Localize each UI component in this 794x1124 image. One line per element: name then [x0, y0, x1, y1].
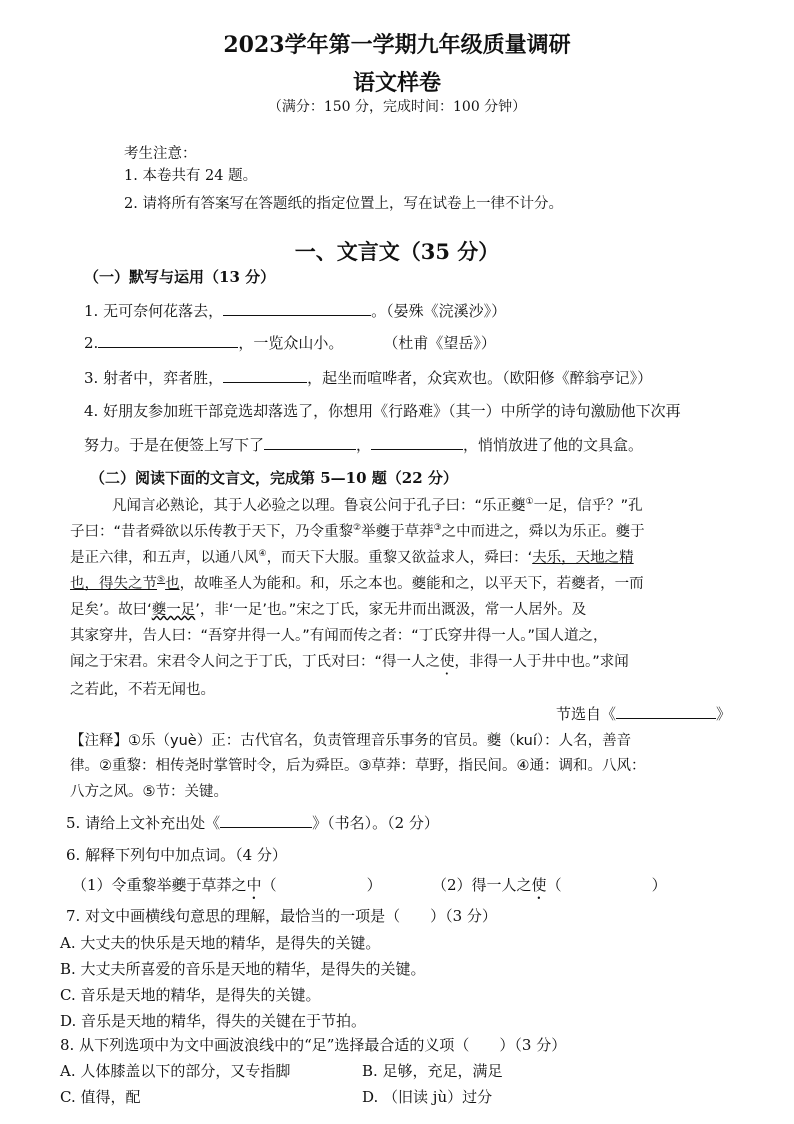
part1-title: （一）默写与运用（13 分）: [84, 268, 276, 286]
note-line: 八方之风。⑤节：关键。: [70, 784, 228, 800]
notice-heading: 考生注意：: [124, 146, 197, 162]
passage-text: 是正六律，和五声，以通八风: [70, 550, 259, 566]
q8-option-a[interactable]: A. 人体膝盖以下的部分，又专指脚: [60, 1062, 291, 1080]
question-2: [84, 332, 496, 353]
question-4-line2: [84, 434, 643, 455]
passage-line: [70, 598, 586, 619]
passage-text: 足矣’。故曰‘: [70, 602, 152, 618]
dotted-word: 使: [440, 654, 455, 670]
question-1: [84, 300, 506, 321]
answer-blank[interactable]: [223, 368, 307, 383]
underlined-sentence: 也，得失之节: [70, 576, 157, 592]
answer-blank[interactable]: [98, 333, 238, 348]
footnote-mark: ⑤: [157, 575, 166, 586]
q5-text: 5. 请给上文补充出处《: [66, 814, 221, 832]
section-title: 一、文言文（35 分）: [294, 239, 500, 264]
page-subtitle: 语文样卷: [352, 70, 441, 96]
q1-text: 1. 无可奈何花落去，: [84, 302, 224, 320]
passage-text: 凡闻言必熟论，其于人必验之以理。鲁哀公问于孔子曰：“乐正夔: [112, 498, 526, 514]
answer-blank[interactable]: [223, 301, 371, 316]
passage-line: [70, 650, 629, 678]
q2-text: ，一览众山小。: [238, 334, 344, 352]
passage-line: 其家穿井，告人曰：“吾穿井得一人。”有闻而传之者：“丁氏穿井得一人。”国人道之，: [70, 628, 608, 644]
passage-text: 闻之于宋君。宋君令人问之于丁氏，丁氏对曰：“得一人之: [70, 654, 441, 670]
footnote-mark: ④: [258, 549, 267, 560]
note-line: 律。②重黎：相传尧时掌管时令，后为舜臣。③草莽：草野，指民间。④通：调和。八风：: [70, 758, 646, 774]
passage-text: 子曰：“昔者舜欲以乐传教于天下，乃令重黎: [70, 524, 354, 540]
passage-text: ，非得一人于井中也。”求闻: [454, 654, 629, 670]
q8-option-b[interactable]: B. 足够，充足，满足: [362, 1062, 503, 1080]
page-title: 2023学年第一学期九年级质量调研: [223, 32, 571, 58]
notice-item: 2. 请将所有答案写在答题纸的指定位置上，写在试卷上一律不计分。: [124, 196, 563, 212]
passage-line: [112, 494, 643, 515]
notice-item: 1. 本卷共有 24 题。: [124, 168, 258, 184]
question-8: 8. 从下列选项中为文中画波浪线中的“足”选择最合适的义项（ ）（3 分）: [60, 1036, 567, 1054]
q6-text: （2）得一人之: [432, 876, 532, 894]
score-info: （满分：150 分，完成时间：100 分钟）: [267, 99, 527, 115]
passage-line: [70, 572, 644, 593]
footnote-mark: ③: [433, 523, 442, 534]
underlined-sentence: 夫乐，天地之精: [532, 550, 634, 566]
q7-option-c[interactable]: C. 音乐是天地的精华，是得失的关键。: [60, 986, 321, 1004]
passage-line: [70, 520, 645, 541]
question-3: [84, 367, 652, 388]
passage-text: 之中而进之，舜以为乐正。夔于: [441, 524, 645, 540]
question-4-line1: 4. 好朋友参加班干部竞选却落选了，你想用《行路难》（其一）中所学的诗句激励他下次再: [84, 402, 681, 420]
question-6: 6. 解释下列句中加点词。（4 分）: [66, 846, 287, 864]
passage-line: [70, 546, 634, 567]
q3-text: 3. 射者中，弈者胜，: [84, 369, 224, 387]
q4-end: ，悄悄放进了他的文具盒。: [463, 436, 644, 454]
q8-option-d[interactable]: D. （旧读 jù）过分: [362, 1088, 493, 1106]
q5-text: 》（书名）。（2 分）: [312, 814, 439, 832]
q3-source: ，起坐而喧哗者，众宾欢也。（欧阳修《醉翁亭记》）: [307, 369, 653, 387]
passage-text: ，故唯圣人为能和。和，乐之本也。夔能和之，以平天下，若夔者，一而: [179, 576, 644, 592]
footnote-mark: ①: [525, 497, 534, 508]
passage-text: 举夔于草莽: [361, 524, 434, 540]
q1-source: 。（晏殊《浣溪沙》）: [371, 302, 507, 320]
passage-line: 之若此，不若无闻也。: [70, 682, 215, 698]
answer-paren[interactable]: （ ）: [261, 876, 382, 894]
q7-option-b[interactable]: B. 大丈夫所喜爱的音乐是天地的精华，是得失的关键。: [60, 960, 426, 978]
q4-text: 努力。于是在便签上写下了: [84, 436, 265, 454]
part2-title: （二）阅读下面的文言文，完成第 5—10 题（22 分）: [90, 469, 458, 487]
q6-text: （1）令重黎举夔于草莽之: [72, 876, 247, 894]
passage-text: 一足，信乎？”孔: [533, 498, 643, 514]
question-6-1: [72, 874, 382, 903]
dotted-word: 中: [246, 876, 262, 894]
answer-blank[interactable]: [371, 435, 463, 450]
q8-option-c[interactable]: C. 值得，配: [60, 1088, 141, 1106]
passage-source: [556, 703, 731, 724]
note-line: 【注释】①乐（yuè）正：古代官名，负责管理音乐事务的官员。夔（kuí）：人名，善音: [70, 733, 632, 749]
wavy-underlined-phrase: 夔一足: [151, 602, 196, 618]
source-text: 节选自《: [556, 705, 617, 723]
q7-option-d[interactable]: D. 音乐是天地的精华，得失的关键在于节拍。: [60, 1012, 367, 1030]
q7-option-a[interactable]: A. 大丈夫的快乐是天地的精华，是得失的关键。: [60, 934, 381, 952]
question-7: 7. 对文中画横线句意思的理解，最恰当的一项是（ ）（3 分）: [66, 907, 497, 925]
q2-source: （杜甫《望岳》）: [383, 334, 496, 352]
q4-comma: ，: [356, 436, 372, 454]
question-6-2: [432, 874, 667, 903]
footnote-mark: ②: [353, 523, 362, 534]
passage-text: ’，非‘一足’也。”宋之丁氏，家无井而出溉汲，常一人居外。及: [195, 602, 587, 618]
question-5: [66, 812, 439, 833]
dotted-word: 使: [531, 876, 547, 894]
answer-blank[interactable]: [220, 813, 312, 828]
q2-num: 2.: [84, 334, 99, 352]
source-text: 》: [716, 705, 732, 723]
answer-blank[interactable]: [616, 704, 716, 719]
answer-paren[interactable]: （ ）: [546, 876, 667, 894]
underlined-sentence: 也: [165, 576, 180, 592]
passage-text: ，而天下大服。重黎又欲益求人，舜曰：‘: [266, 550, 533, 566]
answer-blank[interactable]: [264, 435, 356, 450]
